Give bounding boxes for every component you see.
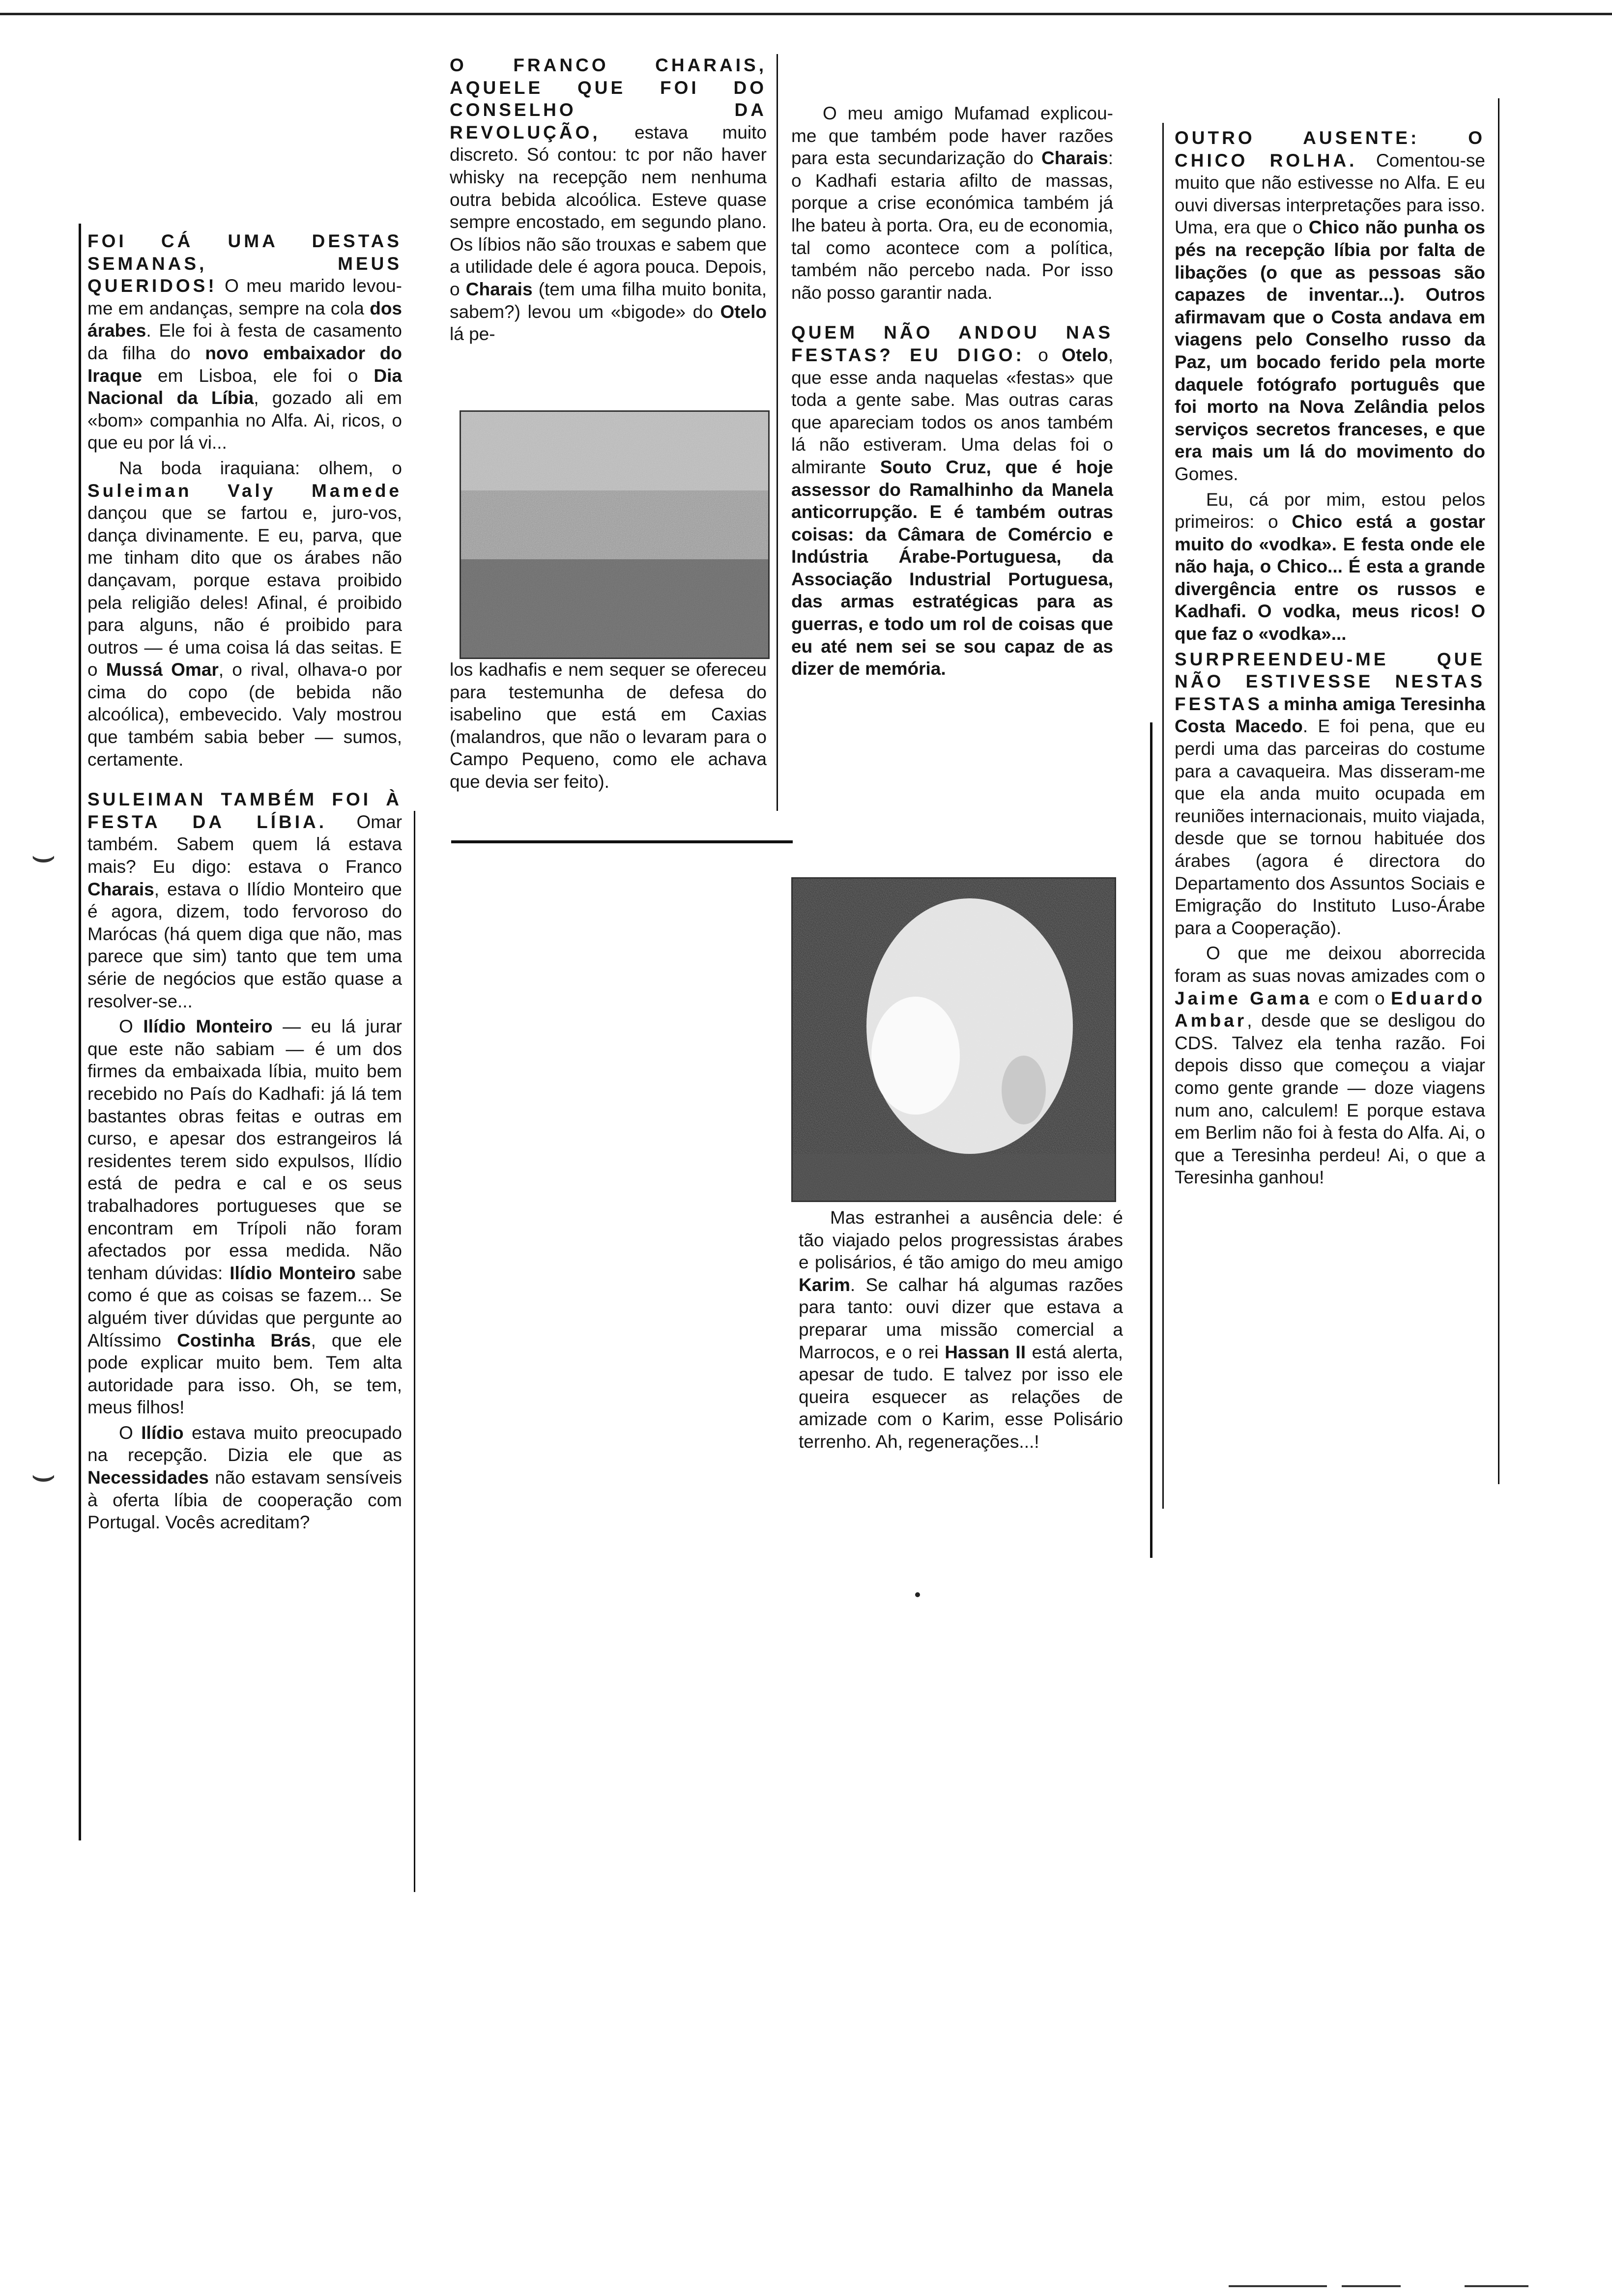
column-4-heading-2: SURPREENDEU-ME QUE NÃO ESTIVESSE NESTAS FESTAS bbox=[1175, 649, 1485, 714]
column-2-photo bbox=[460, 410, 770, 659]
column-3-paragraph-2: QUEM NÃO ANDOU NAS FESTAS? EU DIGO: o Otelo, que esse anda naquelas «festas» que toda a gente sabe. Mas outras caras que apareciam todos os anos também lá não estiveram. Uma delas foi o almirante Souto Cruz, que é hoje assessor do Ramalhinho da Manela anticorrupção. E é também outras coisas: da Câmara de Comércio e Indústria Árabe-Portuguesa, da Associação Industrial Portuguesa, das armas estratégicas para as guerras, e todo um rol de coisas que eu até nem sei se sou capaz de as dizer de memória. bbox=[791, 322, 1114, 679]
column-3-portrait-photo bbox=[791, 877, 1116, 1202]
bottom-scan-line-2 bbox=[1342, 2285, 1401, 2287]
column-1-paragraph-4: O Ilídio Monteiro — eu lá jurar que este não sabiam — é um dos firmes da embaixada líbia, muito bem recebido no País do Kadhafi: já lá tem bastantes obras feitas e outras em curso, e apesar dos estrangeiros lá residentes terem sido expulsos, Ilídio está de pedra e cal e os seus trabalhadores portugueses que se encontram em Trípoli não foram afectados por essa medida. Não tenham dúvidas: Ilídio Monteiro sabe como é que as coisas se fazem... Se alguém tiver dúvidas que pergunte ao Altíssimo Costinha Brás, que ele pode explicar muito bem. Tem alta autoridade para isso. Oh, se tem, meus filhos! bbox=[87, 1016, 403, 1418]
column-4 bbox=[1175, 127, 1485, 1192]
column-4-heading-1: OUTRO AUSENTE: O CHICO ROLHA. bbox=[1175, 128, 1485, 171]
column-3-heading-1: QUEM NÃO ANDOU NAS FESTAS? EU DIGO: bbox=[791, 322, 1113, 365]
column-1-paragraph-1: FOI CÁ UMA DESTAS SEMANAS, MEUS QUERIDOS! O meu marido levou-me em andanças, sempre na cola dos árabes. Ele foi à festa de casamento da filha do novo embaixador do Iraque em Lisboa, ele foi o Dia Nacional da Líbia, gozado ali em «bom» companhia no Alfa. Ai, ricos, o que eu por lá vi... bbox=[87, 231, 402, 453]
column-2-paragraph-2: los kadhafis e nem sequer se ofereceu para testemunha de defesa do isabelino que está em Caxias (malandros, que não o levaram para o Campo Pequeno, como ele achava que devia ser feito). bbox=[450, 660, 767, 792]
bottom-scan-line-3 bbox=[1465, 2285, 1528, 2287]
column-3-lower bbox=[799, 1206, 1123, 1456]
column-3-right-rule bbox=[1150, 722, 1152, 1558]
punch-hole-mark-upper: ⌣ bbox=[30, 833, 57, 877]
column-1-paragraph-5: O Ilídio estava muito preocupado na recepção. Dizia ele que as Necessidades não estavam sensíveis à oferta líbia de cooperação com Portugal. Vocês acreditam? bbox=[87, 1422, 403, 1533]
column-4-paragraph-3: SURPREENDEU-ME QUE NÃO ESTIVESSE NESTAS FESTAS a minha amiga Teresinha Costa Macedo. E foi pena, que eu perdi uma das parceiras do costume para a cavaqueira. Mas disseram-me que ela anda muito ocupada em reuniões internacionais, muito viajada, desde que se tornou habituée dos árabes (agora é directora do Departamento dos Assuntos Sociais e Emigração do Instituto Luso-Árabe para a Cooperação). bbox=[1175, 649, 1485, 938]
column-2-heading-1: O FRANCO CHARAIS, AQUELE QUE FOI DO CONSELHO DA REVOLUÇÃO, bbox=[450, 55, 767, 143]
bullet-dot bbox=[915, 1592, 920, 1597]
column-4-left-rule bbox=[1162, 123, 1164, 1509]
column-2-upper bbox=[450, 54, 767, 348]
bottom-scan-line-1 bbox=[1229, 2285, 1327, 2287]
column-1-heading-1: FOI CÁ UMA DESTAS SEMANAS, MEUS QUERIDOS! bbox=[87, 231, 402, 296]
column-1-left-rule bbox=[79, 224, 81, 1840]
column-3-upper bbox=[791, 102, 1113, 683]
column-1-paragraph-2: Na boda iraquiana: olhem, o Suleiman Valy Mamede dançou que se fartou e, juro-vos, dança divinamente. E eu, parva, que me tinham dito que os árabes não dançavam, porque estava proibido pela religião deles! Afinal, é proibido para alguns, não é proibido para outros — é uma coisa lá das seitas. E o Mussá Omar, o rival, olhava-o por cima do copo (de bebida não alcoólica), embevecido. Valy mostrou que também sabia beber — sumos, certamente. bbox=[87, 458, 402, 770]
column-1-right-rule bbox=[414, 811, 415, 1892]
column-3-paragraph-3: Mas estranhei a ausência dele: é tão viajado pelos progressistas árabes e polisários, é tão amigo do meu amigo Karim. Se calhar há algumas razões para tanto: ouvi dizer que estava a preparar uma missão comercial a Marrocos, e o rei Hassan II está alerta, apesar de tudo. E talvez por isso ele queira esquecer as relações de amizade com o Karim, esse Polisário terrenho. Ah, regenerações...! bbox=[799, 1207, 1123, 1452]
column-2-bottom-rule bbox=[451, 840, 793, 843]
column-2-right-rule bbox=[777, 54, 778, 811]
column-1 bbox=[87, 230, 402, 1537]
column-2-lower bbox=[450, 659, 767, 796]
column-4-paragraph-1: OUTRO AUSENTE: O CHICO ROLHA. Comentou-se muito que não estivesse no Alfa. E eu ouvi diversas interpretações para isso. Uma, era que o Chico não punha os pés na recepção líbia por falta de libações (o que as pessoas são capazes de inventar...). Outros afirmavam que o Costa andava em viagens pelo Conselho russo da Paz, um bocado ferido pela morte daquele fotógrafo português que foi morto na Nova Zelândia pelos serviços secretos franceses, e que era mais um lá do movimento do Gomes. bbox=[1175, 128, 1485, 484]
column-2-paragraph-1: O FRANCO CHARAIS, AQUELE QUE FOI DO CONSELHO DA REVOLUÇÃO, estava muito discreto. Só contou: tc por não haver whisky na recepção nem nenhuma outra bebida alcoólica. Esteve quase sempre encostado, em segundo plano. Os líbios não são trouxas e sabem que a utilidade dele é agora pouca. Depois, o Charais (tem uma filha muito bonita, sabem?) levou um «bigode» do Otelo lá pe- bbox=[450, 55, 767, 344]
column-4-right-rule bbox=[1498, 98, 1499, 1484]
column-1-paragraph-3: SULEIMAN TAMBÉM FOI À FESTA DA LÍBIA. Omar também. Sabem quem lá estava mais? Eu digo: estava o Franco Charais, estava o Ilídio Monteiro que é agora, dizem, todo fervoroso do Marócas (há quem diga que não, mas parece que sim) tanto que tem uma série de negócios que estão quase a resolver-se... bbox=[87, 789, 403, 1011]
column-4-paragraph-4: O que me deixou aborrecida foram as suas novas amizades com o Jaime Gama e com o Eduardo Ambar, desde que se desligou do CDS. Talvez ela tenha razão. Foi depois disso que começou a viajar como gente grande — doze viagens num ano, calculem! E porque estava em Berlim não foi à festa do Alfa. Ai, o que a Teresinha perdeu! Ai, o que a Teresinha ganhou! bbox=[1175, 943, 1485, 1188]
punch-hole-mark-lower: ⌣ bbox=[30, 1452, 57, 1496]
top-border-rule bbox=[0, 13, 1612, 15]
column-4-paragraph-2: Eu, cá por mim, estou pelos primeiros: o Chico está a gostar muito do «vodka». E festa onde ele não haja, o Chico... É esta a grande divergência entre os russos e Kadhafi. O vodka, meus ricos! O que faz o «vodka»... bbox=[1175, 489, 1485, 644]
column-1-heading-2: SULEIMAN TAMBÉM FOI À FESTA DA LÍBIA. bbox=[87, 789, 402, 832]
column-3-paragraph-1: O meu amigo Mufamad explicou-me que também pode haver razões para esta secundarização do Charais: o Kadhafi estaria afilto de massas, porque a crise económica também já lhe bateu à porta. Ora, eu de economia, tal como acontece com a política, também não percebo nada. Por isso não posso garantir nada. bbox=[791, 103, 1113, 303]
